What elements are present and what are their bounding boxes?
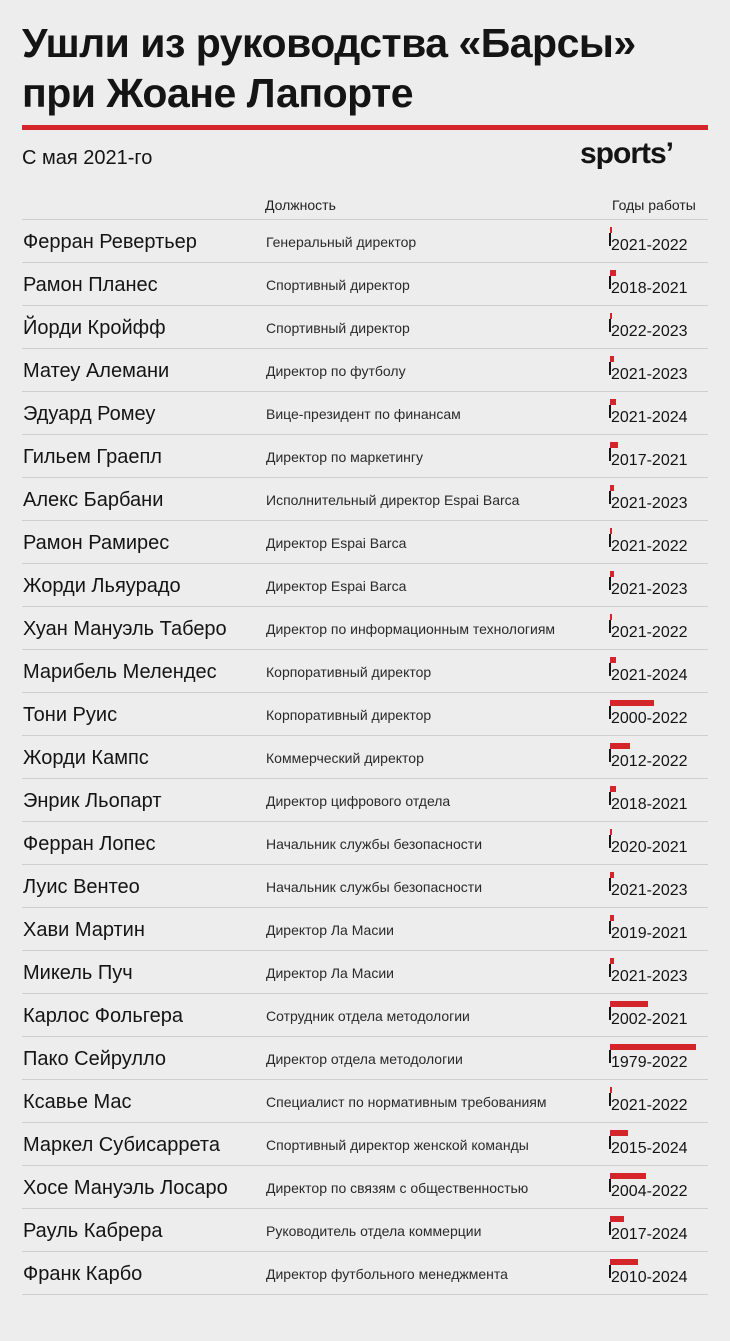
table-row	[22, 1165, 708, 1208]
table-row	[22, 262, 708, 305]
position-label: Директор Ла Масии	[266, 922, 394, 938]
position-label: Спортивный директор женской команды	[266, 1137, 529, 1153]
position-label: Директор Espai Barca	[266, 578, 407, 594]
position-label: Корпоративный директор	[266, 707, 432, 723]
years-label: 2021-2022	[611, 1097, 688, 1114]
table-row	[22, 477, 708, 520]
position-label: Вице-президент по финансам	[266, 406, 461, 422]
years-label: 2021-2023	[611, 495, 688, 512]
years-label: 2018-2021	[611, 796, 688, 813]
title-line-2: при Жоане Лапорте	[22, 70, 414, 116]
tenure-bar	[610, 1044, 696, 1050]
person-name: Пако Сейрулло	[23, 1048, 167, 1070]
person-name: Ксавье Мас	[23, 1091, 132, 1113]
table-row	[22, 864, 708, 907]
person-name: Франк Карбо	[23, 1263, 143, 1285]
position-label: Директор футбольного менеджмента	[266, 1266, 508, 1282]
person-name: Энрик Льопарт	[23, 790, 162, 812]
years-label: 2017-2021	[611, 452, 688, 469]
table-row	[22, 219, 708, 262]
table-row	[22, 1036, 708, 1079]
position-label: Спортивный директор	[266, 277, 410, 293]
person-name: Эдуард Ромеу	[23, 403, 156, 425]
table-row	[22, 821, 708, 864]
table-row	[22, 993, 708, 1036]
years-label: 2012-2022	[611, 753, 688, 770]
years-label: 1979-2022	[611, 1054, 688, 1071]
person-name: Тони Руис	[23, 704, 118, 726]
position-label: Директор отдела методологии	[266, 1051, 463, 1067]
position-label: Директор по информационным технологиям	[266, 621, 556, 637]
years-label: 2018-2021	[611, 280, 688, 297]
table-row	[22, 1208, 708, 1251]
person-name: Луис Вентео	[23, 876, 140, 898]
years-label: 2002-2021	[611, 1011, 688, 1028]
position-label: Руководитель отдела коммерции	[266, 1223, 482, 1239]
person-name: Ферран Лопес	[23, 833, 156, 855]
position-label: Директор цифрового отдела	[266, 793, 451, 809]
years-label: 2000-2022	[611, 710, 688, 727]
table-row	[22, 649, 708, 692]
position-label: Сотрудник отдела методологии	[266, 1008, 470, 1024]
table-row	[22, 434, 708, 477]
table-row	[22, 950, 708, 993]
person-name: Карлос Фольгера	[23, 1005, 183, 1027]
position-label: Начальник службы безопасности	[266, 879, 483, 895]
table-row	[22, 520, 708, 563]
person-name: Рамон Планес	[23, 274, 158, 296]
person-name: Алекс Барбани	[23, 489, 164, 511]
table-row	[22, 778, 708, 821]
position-label: Генеральный директор	[266, 234, 417, 250]
years-label: 2019-2021	[611, 925, 688, 942]
table-row	[22, 606, 708, 649]
person-name: Рамон Рамирес	[23, 532, 170, 554]
position-label: Исполнительный директор Espai Barca	[266, 492, 520, 508]
years-label: 2021-2023	[611, 366, 688, 383]
title-divider	[22, 125, 708, 130]
tenure-bar	[610, 1001, 648, 1007]
person-name: Хуан Мануэль Таберо	[23, 618, 227, 640]
person-name: Жорди Льяурадо	[23, 575, 181, 597]
years-label: 2021-2022	[611, 624, 688, 641]
table-row	[22, 907, 708, 950]
position-label: Специалист по нормативным требованиям	[266, 1094, 547, 1110]
person-name: Йорди Кройфф	[23, 317, 166, 339]
years-label: 2021-2024	[611, 667, 688, 684]
table-row	[22, 1122, 708, 1165]
person-name: Матеу Алемани	[23, 360, 170, 382]
person-name: Хави Мартин	[23, 919, 145, 941]
table-row	[22, 1079, 708, 1122]
years-label: 2021-2023	[611, 882, 688, 899]
table-row	[22, 348, 708, 391]
tenure-bar	[610, 1173, 646, 1179]
years-label: 2022-2023	[611, 323, 688, 340]
position-label: Коммерческий директор	[266, 750, 424, 766]
years-label: 2010-2024	[611, 1269, 688, 1286]
page-title	[22, 18, 712, 118]
tenure-bar	[610, 700, 654, 706]
position-label: Директор Espai Barca	[266, 535, 407, 551]
table-row	[22, 563, 708, 606]
person-name: Жорди Кампс	[23, 747, 149, 769]
years-label: 2021-2023	[611, 581, 688, 598]
table-row	[22, 1251, 708, 1294]
position-label: Директор по маркетингу	[266, 449, 424, 465]
column-header-position: Должность	[265, 197, 336, 213]
table-row	[22, 692, 708, 735]
position-label: Корпоративный директор	[266, 664, 432, 680]
years-label: 2021-2022	[611, 538, 688, 555]
years-label: 2021-2024	[611, 409, 688, 426]
table-row	[22, 391, 708, 434]
years-label: 2015-2024	[611, 1140, 688, 1157]
years-label: 2004-2022	[611, 1183, 688, 1200]
tenure-bar	[610, 743, 630, 749]
tenure-bar	[610, 1259, 638, 1265]
position-label: Директор по связям с общественностью	[266, 1180, 529, 1196]
column-header-years: Годы работы	[612, 197, 696, 213]
subtitle: С мая 2021-го	[22, 147, 153, 169]
tenure-bar	[610, 442, 618, 448]
person-name: Микель Пуч	[23, 962, 133, 984]
person-name: Марибель Мелендес	[23, 661, 217, 683]
person-name: Ферран Ревертьер	[23, 231, 197, 253]
tenure-bar	[610, 1130, 628, 1136]
table-rule	[22, 1294, 708, 1295]
position-label: Начальник службы безопасности	[266, 836, 483, 852]
years-label: 2021-2023	[611, 968, 688, 985]
title-line-1: Ушли из руководства «Барсы»	[22, 20, 636, 66]
sports-logo: sports’	[580, 137, 674, 170]
years-label: 2017-2024	[611, 1226, 688, 1243]
years-label: 2021-2022	[611, 237, 688, 254]
table-row	[22, 735, 708, 778]
person-name: Хосе Мануэль Лосаро	[23, 1177, 228, 1199]
person-name: Маркел Субисаррета	[23, 1134, 220, 1156]
person-name: Рауль Кабрера	[23, 1220, 163, 1242]
position-label: Директор Ла Масии	[266, 965, 394, 981]
table-row	[22, 305, 708, 348]
position-label: Спортивный директор	[266, 320, 410, 336]
years-label: 2020-2021	[611, 839, 688, 856]
person-name: Гильем Граепл	[23, 446, 162, 468]
position-label: Директор по футболу	[266, 363, 406, 379]
tenure-bar	[610, 1216, 624, 1222]
